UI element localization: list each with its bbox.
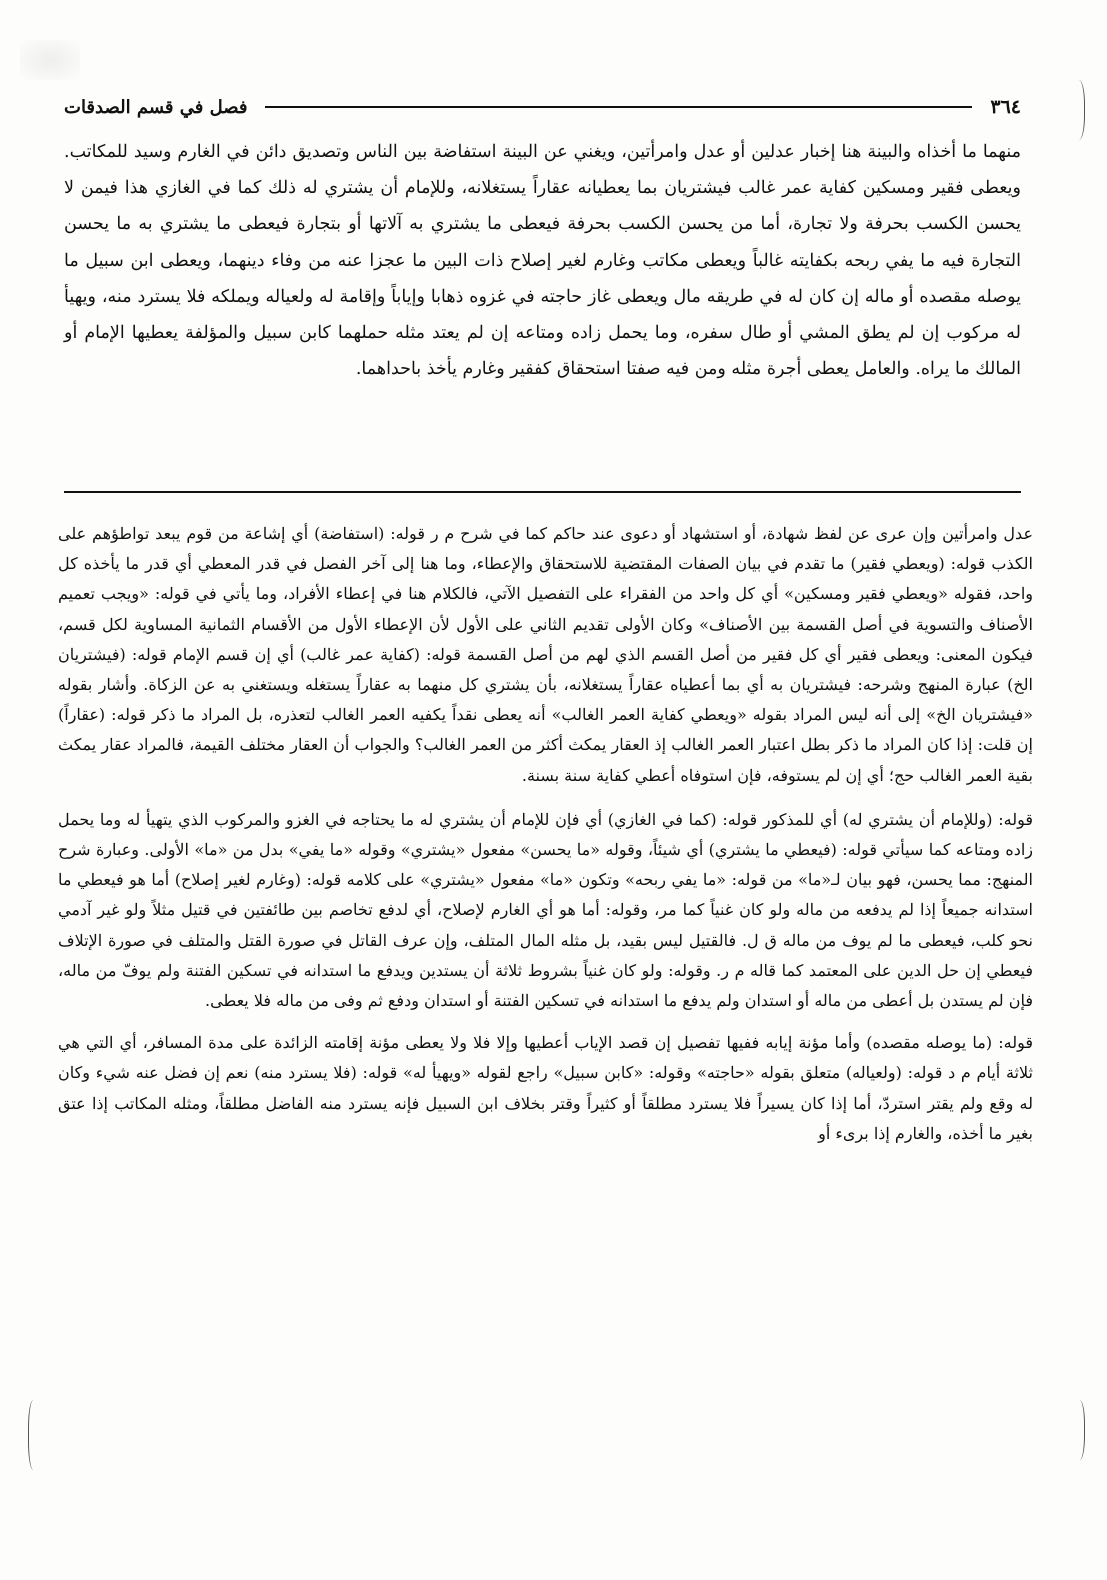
page-number: ٣٦٤ (990, 96, 1021, 118)
commentary-paragraph: قوله: (ما يوصله مقصده) وأما مؤنة إيابه ففيها تفصيل إن قصد الإياب أعطيها وإلا فلا ولا يعطى مؤنة إقامته الزائدة على مدة المسافر، أي التي هي ثلاثة أيام م د قوله: (ولعياله) متعلق بقوله «حاجته» وقوله: «كابن سبيل» راجع لقوله «ويهيأ له» قوله: (فلا يسترد منه) نعم إن فضل عنه شيء وكان له وقع ولم يقتر استردّ، أما إذا كان يسيراً فلا يسترد مطلقاً أو كثيراً وقتر بخلاف ابن السبيل فإنه يسترد منه الفاضل مطلقاً، ومثله المكاتب إذا عتق بغير ما أخذه، والغارم إذا برىء أو (58, 1033, 1033, 1143)
header-rule (265, 106, 972, 108)
page-header (64, 92, 1021, 122)
footnote-separator (64, 491, 1021, 493)
scan-smudge (20, 40, 80, 80)
page-edge-mark (28, 1400, 41, 1470)
commentary-paragraph: قوله: (وللإمام أن يشتري له) أي للمذكور قوله: (كما في الغازي) أي فإن للإمام أن يشتري له ما يحتاجه في الغزو والمركوب الذي يتهيأ له وما يحمل زاده ومتاعه كما سيأتي قوله: (فيعطي ما يشتري) أي شيئاً، وقوله «ما يحسن» مفعول «يشتري» وقوله «ما يفي» بدل من «ما» الأولى. وعبارة شرح المنهج: مما يحسن، فهو بيان لـ«ما» من قوله: «ما يفي ربحه» وتكون «ما» مفعول «يشتري» على كلامه قوله: (وغارم لغير إصلاح) أما هو فيعطي ما استدانه جميعاً إذا لم يدفعه من ماله ولو كان غنياً كما مر، وقوله: أما هو أي الغارم لإصلاح، أي لدفع تخاصم بين طائفتين في قتيل مثلاً ولو غير آدمي نحو كلب، فيعطى ما لم يوف من ماله ق ل. فالقتيل ليس بقيد، بل مثله المال المتلف، وإن عرف القاتل في صورة القتل والمتلف في صورة الإتلاف فيعطي إن حل الدين على المعتمد كما قاله م ر. وقوله: ولو كان غنياً بشروط ثلاثة أن يستدين ويدفع ما استدانه في تسكين الفتنة ولم يوفّ من ماله، فإن لم يستدن بل أعطى من ماله أو استدان ولم يدفع ما استدانه في تسكين الفتنة أو استدان ودفع ثم وفى من ماله فلا يعطى. (58, 809, 1034, 1011)
running-title: فصل في قسم الصدقات (64, 96, 248, 118)
page-edge-mark (1070, 80, 1085, 140)
main-paragraph: منهما ما أخذاه والبينة هنا إخبار عدلين أو عدل وامرأتين، ويغني عن البينة استفاضة بين الناس وتصديق دائن في الغارم وسيد للمكاتب. ويعطى فقير ومسكين كفاية عمر غالب فيشتريان بما يعطيانه عقاراً يستغلانه، وللإمام أن يشتري له ذلك كما في الغازي هذا فيمن لا يحسن الكسب بحرفة ولا تجارة، أما من يحسن الكسب بحرفة فيعطى ما يشتري به آلاتها أو بتجارة فيعطى ما يشتري به ما يحسن التجارة فيه ما يفي ربحه بكفايته غالباً ويعطى مكاتب وغارم لغير إصلاح ذات البين ما عجزا عنه من وفاء دينهما، ويعطى ابن سبيل ما يوصله مقصده أو ماله إن كان له في طريقه مال ويعطى غاز حاجته في غزوه ذهابا وإياباً وإقامة له ولعياله ويملكه فلا يسترد منه، ويهيأ له مركوب إن لم يطق المشي أو طال سفره، وما يحمل زاده ومتاعه إن لم يعتد مثله حملهما كابن سبيل والمؤلفة يعطيها الإمام أو المالك ما يراه. والعامل يعطى أجرة مثله ومن فيه صفتا استحقاق كفقير وغارم يأخذ باحداهما. (64, 142, 1021, 380)
commentary-paragraph: عدل وامرأتين وإن عرى عن لفظ شهادة، أو استشهاد أو دعوى عند حاكم كما في شرح م ر قوله: (استفاضة) أي إشاعة من قوم يبعد تواطؤهم على الكذب قوله: (ويعطي فقير) ما تقدم في بيان الصفات المقتضية للاستحقاق والإعطاء، وما هنا إلى آخر الفصل في قدر المعطي أي قدر ما يأخذه كل واحد، فقوله «ويعطي فقير ومسكين» أي كل واحد من الفقراء على التفصيل الآتي، فالكلام هنا في إعطاء الأفراد، وما يأتي في قوله: «ويجب تعميم الأصناف والتسوية في أصل القسمة بين الأصناف» وكان الأولى تقديم الثاني على الأول لأن الإعطاء الأول من الأقسام الثمانية المساوية لكل قسم، فيكون المعنى: ويعطى فقير أي كل فقير من أصل القسم الذي لهم من أصل القسمة قوله: (كفاية عمر غالب) أي إن قسم الإمام قوله: (فيشتريان الخ) عبارة المنهج وشرحه: فيشتريان به أي بما أعطياه عقاراً يستغلانه، بأن يشتري كل منهما به عقاراً يستغله ويستغني به عن الزكاة. وأشار بقوله «فيشتريان الخ» إلى أنه ليس المراد بقوله «ويعطي كفاية العمر الغالب» أنه يعطى نقداً يكفيه العمر الغالب لتعذره، بل المراد ما ذكر قوله: (عقاراً) إن قلت: إذا كان المراد ما ذكر بطل اعتبار العمر الغالب إذ العقار يمكث أكثر من العمر الغالب؟ والجواب أن العقار مختلف القيمة، فالمراد عقار يمكث بقية العمر الغالب حج؛ أي إن لم يستوفه، فإن استوفاه أعطي كفاية سنة بسنة. (58, 524, 1034, 785)
page-edge-mark (1072, 1400, 1085, 1460)
commentary (58, 519, 1033, 1161)
main-text (64, 134, 1021, 387)
